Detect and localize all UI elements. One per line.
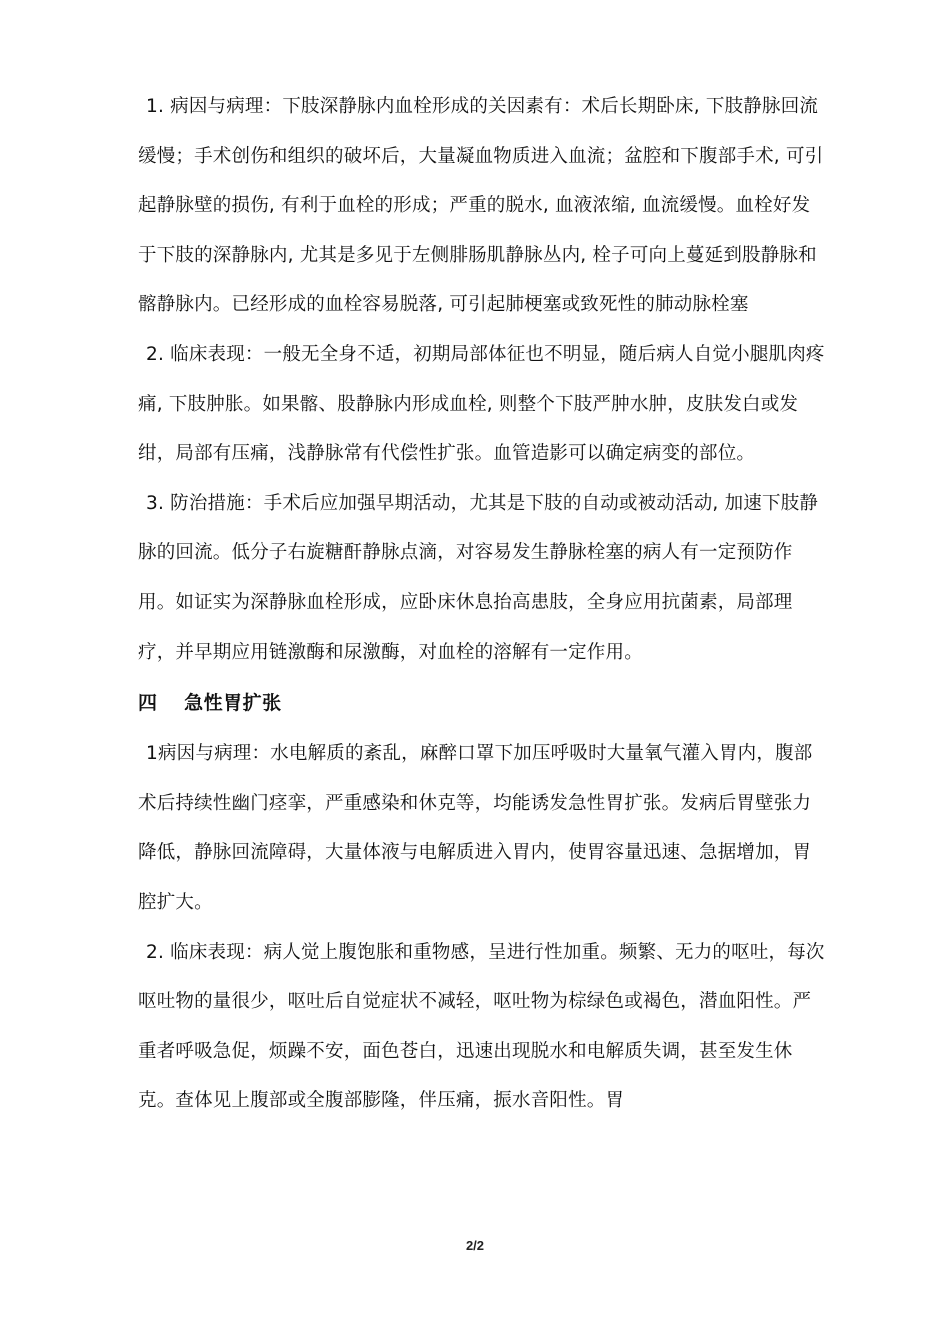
paragraph-dvt-clinical: 2. 临床表现：一般无全身不适，初期局部体征也不明显，随后病人自觉小腿肌肉疼痛, 下肢肿胀。如果髂、股静脉内形成血栓, 则整个下肢严肿水肿，皮肤发白或发绀，局部有压痛，浅静脉常有代偿性扩张。血管造影可以确定病变的部位。 — [138, 343, 825, 465]
page-number: 2/2 — [465, 1238, 485, 1253]
paragraph-gastric-cause: 1病因与病理：水电解质的紊乱，麻醉口罩下加压呼吸时大量氧气灌入胃内，腹部术后持续性幽门痉挛，严重感染和休克等，均能诱发急性胃扩张。发病后胃壁张力降低，静脉回流障碍，大量体液与电解质进入胃内，使胃容量迅速、急据增加，胃腔扩大。 — [138, 743, 813, 913]
document-body — [138, 82, 828, 1126]
paragraph-gastric-clinical: 2. 临床表现：病人觉上腹饱胀和重物感，呈进行性加重。频繁、无力的呕吐，每次呕吐物的量很少，呕吐后自觉症状不减轻，呕吐物为棕绿色或褐色，潜血阳性。严重者呼吸急促，烦躁不安，面色苍白，迅速出现脱水和电解质失调，甚至发生休克。查体见上腹部或全腹部膨隆，伴压痛，振水音阳性。胃 — [138, 941, 825, 1112]
paragraph-dvt-prevention: 3. 防治措施：手术后应加强早期活动，尤其是下肢的自动或被动活动, 加速下肢静脉的回流。低分子右旋糖酐静脉点滴，对容易发生静脉栓塞的病人有一定预防作用。如证实为深静脉血栓形成，应卧床休息抬高患肢，全身应用抗菌素，局部理疗，并早期应用链激酶和尿激酶，对血栓的溶解有一定作用。 — [138, 492, 819, 663]
section-heading-acute-gastric-dilatation: 四 急性胃扩张 — [138, 692, 282, 715]
paragraph-dvt-cause: 1. 病因与病理：下肢深静脉内血栓形成的关因素有：术后长期卧床, 下肢静脉回流缓慢；手术创伤和组织的破坏后，大量凝血物质进入血流；盆腔和下腹部手术, 可引起静脉壁的损伤, 有利于血栓的形成；严重的脱水, 血液浓缩, 血流缓慢。血栓好发于下肢的深静脉内, 尤其是多见于左侧腓肠肌静脉丛内, 栓子可向上蔓延到股静脉和髂静脉内。已经形成的血栓容易脱落, 可引起肺梗塞或致死性的肺动脉栓塞 — [138, 96, 824, 316]
